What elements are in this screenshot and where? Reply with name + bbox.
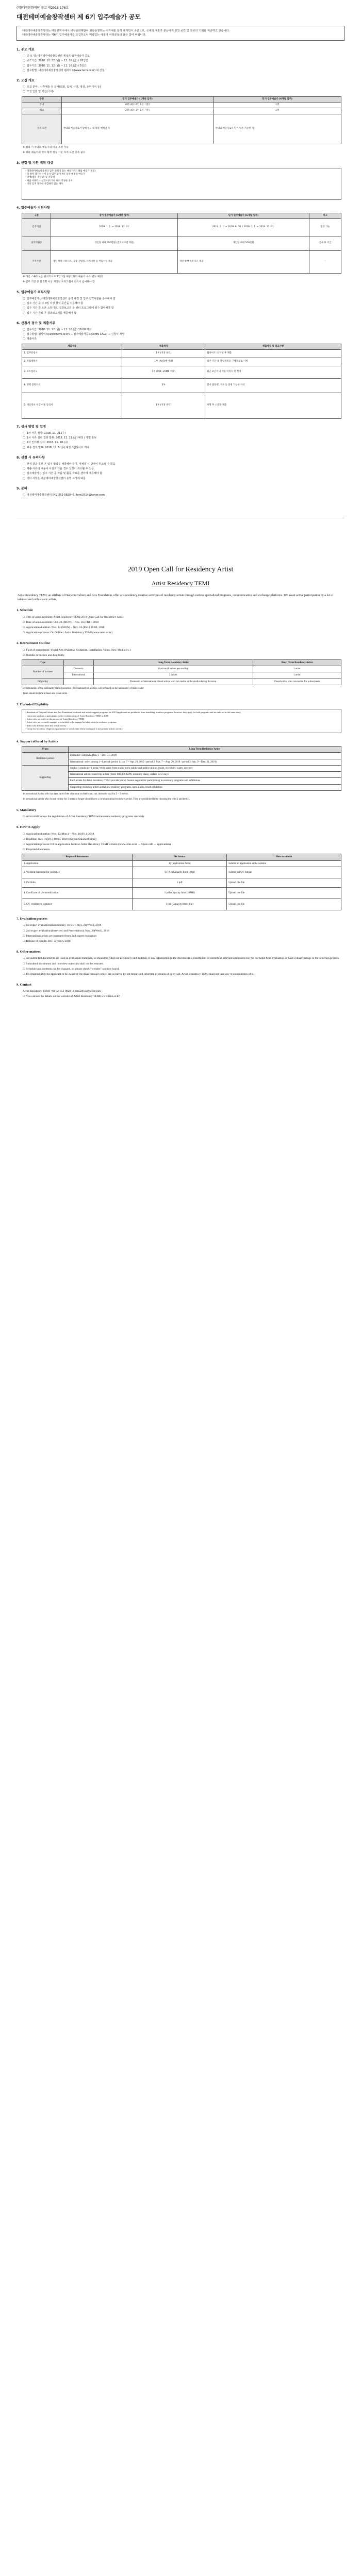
section-line: □ Application duration: Nov. 12(Mon.) ~ Nov. 16(Fri.), 2018 xyxy=(17,832,344,836)
intro-paragraph: 대전테미예술창작센터는 제6기 입주예술가를 모집하오니 역량있는 예술가 여러분들의 많은 참여 바랍니다. xyxy=(22,33,146,37)
list-item: - Artists who are not fit to the purpose of Artist Residency TEMI xyxy=(25,718,338,721)
table-header: Short Term Residency Artist xyxy=(253,659,341,666)
intro-paragraph: 대전테미예술창작센터는 대전광역시에서 대전문화재단이 위탁운영하는 시각예술 창작 레지던시 공간으로, 국내외 예술가 분들에게 창작 공간 및 교류의 기회를 제공하고 있습니다. xyxy=(22,29,230,33)
table-row xyxy=(22,759,341,765)
note: ※ 해외 예술가의 경우 왕복 항공 기준 자격 요건 충족 필수 xyxy=(23,151,86,154)
table-cell: Upload one file xyxy=(227,878,341,887)
table-cell: Residence period xyxy=(22,753,69,766)
note: ※ International Artists who can take care of the visa issue on their own, can choose to stay for 2 ~ 3 weeks. xyxy=(17,793,344,796)
section-heading: 4. Support offered by Artists xyxy=(17,739,58,743)
section-heading: 1. 공모 개요 xyxy=(17,48,35,52)
table-cell: 입주기간 xyxy=(22,218,51,236)
document xyxy=(17,0,344,1021)
table-cell: Supporting xyxy=(22,765,69,790)
table-header: Type xyxy=(22,659,64,666)
table-header: 구분 xyxy=(22,96,62,102)
table-cell: 해외 xyxy=(22,108,62,114)
table-header: file format xyxy=(133,854,227,860)
table-header xyxy=(64,659,94,666)
section-heading: 9. Contact xyxy=(17,982,31,987)
recruit-table-en xyxy=(22,659,341,685)
table-cell: 2 artists xyxy=(93,672,253,679)
table-cell: 1부 (지정 양식) xyxy=(122,393,205,418)
section-line: □ It's responsibility for applicant to be aware of the disadvantages which are occurred by not being well informed of details of open call. Artist Residency TEMI shall not take any responsibilities of it. xyxy=(17,972,344,976)
table-cell: 1p (A4 (Capacity limit: 10p)) xyxy=(133,867,227,878)
table-cell: Submit on application at the website xyxy=(227,860,341,867)
table-cell: International artists: round-trip airfare (limit: 800,000 KRW, economy class), airfare for 2 ways xyxy=(69,772,341,778)
table-row xyxy=(22,860,341,867)
section-heading: 6. 신청서 접수 및 제출서류 xyxy=(17,321,56,325)
table-row xyxy=(22,672,341,679)
section-line: □ 공 모 명: 대전테미예술창작센터 제 6기 입주예술가 공모 xyxy=(17,55,344,58)
table-header: Long Term Residency Artist xyxy=(93,659,253,666)
table-cell: 3. Portfolio xyxy=(22,878,133,887)
table-row xyxy=(22,666,341,672)
table-cell: 최근 3년 이내 작품 이미지 및 설명 xyxy=(205,366,341,378)
table-cell: 5. CV, residency's signature xyxy=(22,899,133,910)
section-line: □ 1차 서류 심사 결과 발표: 2018. 11. 23.(금) 예정 / 개별 통보 xyxy=(17,436,344,440)
table-cell: 1부 (PDF, 20MB 이내) xyxy=(122,366,205,378)
note: ※ 입주 기간 중 월 1회 이상 지정된 프로그램에 반드시 참여해야 함 xyxy=(23,280,95,283)
table-header: Long Term Residency Artist xyxy=(69,747,341,753)
section-heading: 8. Other matters xyxy=(17,950,41,954)
section-line: □ 선정 결과 통보 후 입주 협약을 체결해야 하며, 미체결 시 선정이 취소될 수 있음 xyxy=(17,463,344,466)
section-line: □ 1차 서류 심사: 2018. 11. 21.(수) xyxy=(17,432,344,435)
table-cell: 전시 팜플렛, 기사 등 증빙 가능한 자료 xyxy=(205,378,341,393)
table-cell: Visual artists who can reside for a short term xyxy=(253,679,341,685)
table-row xyxy=(22,102,341,108)
documents-table-en xyxy=(22,854,341,910)
table-header: Required documents xyxy=(22,854,133,860)
section-line: □ Number of invitee and Eligibility xyxy=(17,653,344,657)
list-item: - 기타 입주 목적에 부합하지 않는 경우 xyxy=(25,183,338,186)
table-cell: 2. 작업계획서 xyxy=(22,358,122,366)
section-line: □ 기타 사항은 대전테미예술창작센터 운영 규정에 따름 xyxy=(17,477,344,481)
english-subtitle: Artist Residency TEMI xyxy=(151,580,210,587)
table-cell: Supporting residency artist's activities, residency programs, open studio, result exhibition xyxy=(69,784,341,790)
table-header: Types xyxy=(22,747,69,753)
notice-number: (재)대전문화재단 공고 제2018-176호 xyxy=(17,6,69,10)
table-row xyxy=(22,250,341,273)
table-row xyxy=(22,899,341,910)
note: ※ 협의 시 국내외 예술가의 비율 조정 가능 xyxy=(23,146,69,149)
section-line: □ 모집 분야 : 시각예술 전 분야(회화, 입체, 사진, 영상, 뉴미디어 등) xyxy=(17,86,344,89)
table-cell: 개인 창작 스튜디오 제공 xyxy=(177,250,309,273)
table-cell: 협의 가능 xyxy=(309,218,341,236)
section-line: □ Date of announcement: Oct. 22.(MON) ~ Nov. 16.(FRI.), 2018 xyxy=(17,620,344,624)
table-cell: 3. 포트폴리오 xyxy=(22,366,122,378)
section-line: □ 공모기간: 2018. 10. 22.(월) ~ 11. 16.(금) / 26일간 xyxy=(17,59,344,63)
section-line: □ Artist shall follow the regulations of Artist Residency TEMI and execute residency programs sincerely xyxy=(17,815,344,819)
section-heading: 5. Mandatory xyxy=(17,808,37,812)
table-cell: 국내 xyxy=(22,102,62,108)
section-line: □ Application duration: Nov. 12.(MON) ~ Nov. 16.(FRI.) 18:00, 2018 xyxy=(17,625,344,630)
table-cell: International: select among 1~4 period (period 1: Jan. 7 ~ Apr. 29, 2019 / period 2: Mar. 7 ~ Aug. 29, 2019 / period 3: Sep. 9 ~ Dec. 31, 2019) xyxy=(69,759,341,765)
table-cell: 자격 요건 xyxy=(22,114,62,144)
table-cell: 1부 (지정 양식) xyxy=(122,349,205,358)
list-item: - Artist who does not have any actual activity xyxy=(25,724,338,727)
section-heading: 7. 심사 방법 및 일정 xyxy=(17,425,46,429)
list-item: - University students, a participants in the resident artists of Artist Residency TEMI in 2018 xyxy=(25,715,338,718)
table-cell: 2019. 1. 1. ~ 2019. 6. 30. / 2019. 7. 1. ~ 2019. 12. 31. xyxy=(177,218,309,236)
table-cell: 1부 (A4 5매 이내) xyxy=(122,358,205,366)
section-line: □ International artists are exempted from 2nd expert evaluation xyxy=(17,934,344,938)
table-row xyxy=(22,887,341,899)
contact-line: Artist Residency TEMI +82-42-252-0820~3, temi2014@naver.com xyxy=(23,990,101,993)
exclusion-box xyxy=(22,168,341,200)
table-header: 제출서류 xyxy=(22,344,122,349)
table-cell: 1 pdf (Capacity limit: 10p) xyxy=(133,899,227,910)
list-item: - Residents of Daejeon Culture and Arts Foundation's cultural and artistic support programs for 2019 (applicants are prohibited from benefiting from two programs; however, they apply for both programs and are selected at the same time) xyxy=(25,711,338,714)
table-cell: Domestic: 12months (Jan. 1 ~ Dec. 31, 2019) xyxy=(69,753,341,759)
section-heading: 5. 입주예술가 의무사항 xyxy=(17,290,50,294)
table-header: 장기 입주예술가 (1개년 입주) xyxy=(51,213,177,218)
table-cell: 개인 창작 스튜디오, 공용 작업실, 세미나실 등 편의시설 제공 xyxy=(51,250,177,273)
bottom-space xyxy=(17,1000,344,1021)
table-cell: - xyxy=(309,250,341,273)
table-row xyxy=(22,878,341,887)
section-line: □ Required documents xyxy=(17,848,344,852)
table-header: 제출형식 xyxy=(122,344,205,349)
english-title: 2019 Open Call for Residency Artist xyxy=(127,566,234,574)
table-cell: Each artists for Artist Residency TEMI provide partial finance support for participating in residency programs and exhibitions xyxy=(69,778,341,784)
table-row xyxy=(22,114,341,144)
table-cell: 1 artist xyxy=(253,672,341,679)
section-heading: 1. Schedule xyxy=(17,608,33,613)
table-cell: Domestic xyxy=(64,666,94,672)
table-row xyxy=(22,393,341,418)
list-item: - 타 창작 레지던시에 동시 입주 중이거나 입주 예정인 예술가 xyxy=(25,173,338,176)
section-heading: 4. 입주예술가 지원사항 xyxy=(17,206,50,210)
list-item: - Artists who are currently engaged or scheduled to be engaged in other artists in residence programs xyxy=(25,721,338,724)
documents-table xyxy=(22,344,341,419)
section-heading: 3. Excluded Eligibility xyxy=(17,702,49,706)
section-line: □ Application process: fill in application form on Artist Residency TEMI website (www.temi.or.kr → Open call → application) xyxy=(17,842,344,846)
table-row xyxy=(22,765,341,771)
section-line: □ 입주예술가는 대전테미예술창작센터 운영 규정 및 입주 협약사항을 준수해야 함 xyxy=(17,297,344,301)
section-line: □ 2차 인터뷰 심사: 2018. 11. 28.(수) xyxy=(17,441,344,445)
table-header: 장기 입주예술가 (1개년 입주) xyxy=(61,96,214,102)
section-line: □ Submitted documents and interview materials shall not be returned. xyxy=(17,962,344,966)
english-intro: Artist Residency TEMI, an affiliate of Daejeon Culture and Arts Foundation, offer arts residency creative activities of residency artists through various specialized programs, communication and exchange platforms. We await active participation by a lot of talented and enthusiastic artists. xyxy=(18,594,334,601)
table-cell: 1. 입주신청서 xyxy=(22,349,122,358)
table-row xyxy=(22,679,341,685)
section-line: □ Schedule and contents can be changed, so please check "website" a notice board. xyxy=(17,967,344,971)
section-heading: 7. Evaluation process xyxy=(17,917,47,921)
table-cell: 창작지원금 xyxy=(22,236,51,250)
recruit-table xyxy=(22,96,341,144)
table-row xyxy=(22,778,341,784)
table-cell: Upload one file xyxy=(227,899,341,910)
table-cell: 2. Working statement for residency xyxy=(22,867,133,878)
table-cell: 심사 후 지급 xyxy=(309,236,341,250)
section-line: □ 접수방법: 웹사이트(www.temi.or.kr) → 입주예술가공모(OPEN CALL) → 신청서 작성 xyxy=(17,333,344,336)
table-header: 단기 입주예술가 (6개월 입주) xyxy=(177,213,309,218)
section-line: □ 입주 기간 중 오픈 스튜디오, 결과보고전 등 센터 프로그램에 필수 참여해야 함 xyxy=(17,307,344,310)
table-cell: 국내외 예술가로서 단기 입주 가능한 자 xyxy=(214,114,341,144)
table-cell: Submit in PDF format xyxy=(227,867,341,878)
table-row xyxy=(22,772,341,778)
table-header: 비고 xyxy=(309,213,341,218)
table-header: 단기 입주예술가 (6개월 입주) xyxy=(214,96,341,102)
table-row xyxy=(22,349,341,358)
table-cell: 2명 (최소 3인 1실 기준) xyxy=(61,108,214,114)
table-header: 제출방식 및 참고사항 xyxy=(205,344,341,349)
section-line: □ 2nd expert evaluation(interview and Presentation): Nov. 28(Wed.), 2018 xyxy=(17,929,344,933)
table-row xyxy=(22,108,341,114)
note: Determination of the nationality status (domestic / international) of invitees will be based on the nationality of team leader xyxy=(23,687,144,690)
section-line: □ 입주 기간 중 주 4일 이상 창작 공간을 이용해야 함 xyxy=(17,302,344,306)
table-cell: 1p (application form) xyxy=(133,860,227,867)
korean-section xyxy=(17,0,344,497)
table-row xyxy=(22,753,341,759)
table-row xyxy=(22,358,341,366)
table-row xyxy=(22,366,341,378)
section-line: □ Release of results: Dec. 5(Wed.), 2018 xyxy=(17,939,344,943)
note: ※ International artists who choose to stay for 3 terms or longer should have a communication/residency period. They are prohibited from choosing the term 2 and term 3. xyxy=(17,798,344,802)
note: Team should include at least one visual artist. xyxy=(23,692,68,695)
table-cell: Domestic or international visual artists who can reside in the studio during the term xyxy=(93,679,253,685)
section-heading: 2. 모집 개요 xyxy=(17,79,35,83)
page-title: 대전테미예술창작센터 제 6기 입주예술가 공모 xyxy=(17,13,141,21)
section-heading: 6. How to Apply xyxy=(17,825,40,829)
table-cell: 8 artists (6 artists per studio) xyxy=(93,666,253,672)
table-header: How to submit xyxy=(227,854,341,860)
table-row xyxy=(22,236,341,250)
section-line: □ 제출 서류의 내용이 사실과 다를 경우 선정이 취소될 수 있음 xyxy=(17,467,344,471)
list-item: - 대전테미예술창작센터 입주 경력이 있는 예술가(단, 해외 예술가 제외) xyxy=(25,170,338,173)
section-line: □ 입주예술가는 입주 기간 중 작품 및 활동 자료를 센터에 제공해야 함 xyxy=(17,472,344,476)
table-header: 구분 xyxy=(22,213,51,218)
table-cell: 1 pdf xyxy=(133,878,227,887)
section-line: □ Title of announcement: Artist Residency TEMI 2019 Open Call for Residency Artist xyxy=(17,615,344,619)
section-line: □ Deadline: Nov. 16(Fri.) 18:00, 2018 (Korean Standard Time) xyxy=(17,837,344,841)
table-row xyxy=(22,867,341,878)
table-cell: 4. 경력 증빙자료 xyxy=(22,378,122,393)
table-cell: 입주 기간 중 작업계획을 구체적으로 기재 xyxy=(205,358,341,366)
table-cell: 개인당 최대 100만원 xyxy=(177,236,309,250)
note: ※ 개인 스튜디오는 원칙적으로 1인 1실 제공 (해외 예술가 숙소 별도 제공) xyxy=(23,275,103,278)
table-cell: 개인당 최대 200만원 (결과보고전 지원) xyxy=(51,236,177,250)
table-cell: 1명 xyxy=(214,108,341,114)
table-cell: 1 artist xyxy=(253,666,341,672)
table-cell: 지원사항 xyxy=(22,250,51,273)
table-cell: Studio: 1 studio per 1 artist, Work space from studio to the public and public utilities (toilet, electricity, water, internet) xyxy=(69,765,341,771)
list-item: - 학생(대학 재학생) 및 휴학생 xyxy=(25,176,338,179)
support-table xyxy=(22,213,341,274)
intro-box xyxy=(17,26,344,41)
table-cell: 8명 (최소 6인 1실 기준) xyxy=(61,102,214,108)
table-cell: 서명 후 스캔본 제출 xyxy=(205,393,341,418)
english-section xyxy=(17,560,344,1020)
table-cell: International xyxy=(64,672,94,679)
table-cell: 1부 xyxy=(122,378,205,393)
section-line: □ 접수방법: 대전테미예술창작센터 웹사이트(www.temi.or.kr) 내 신청 xyxy=(17,69,344,73)
table-cell: 1 pdf (Capacity limit: 20MB) xyxy=(133,887,227,899)
contact-line: □ You can see the details on the website of Artist Residency TEMI(www.temi.or.kr) xyxy=(17,994,344,998)
table-row xyxy=(22,784,341,790)
section-heading: 3. 선정 및 지원 제외 대상 xyxy=(17,161,54,165)
section-line: □ 1st expert evaluation(documentary review): Nov. 21(Wed.), 2018 xyxy=(17,923,344,927)
support-table-en xyxy=(22,746,341,791)
section-line: □ 제출서류 xyxy=(17,337,344,341)
section-line: □ Application process: On Online / Artist Residency TEMI (www.temi.or.kr) xyxy=(17,631,344,635)
section-line: □ All submitted documents are used in evaluation materials, so should be filled out accurately and in detail. If any information in the documents is insufficient or untruthful, relevant applicants may be excluded from evaluation or have a disadvantage in the selection process. xyxy=(17,956,344,960)
section-line: □ 접수기간: 2018. 11. 12.(월) ~ 11. 16.(금) / 5일간 xyxy=(17,64,344,68)
table-cell xyxy=(64,679,94,685)
exclusion-box-en xyxy=(22,709,341,733)
table-cell: 1. Application xyxy=(22,860,133,867)
contact-line: □ 대전테미예술창작센터 042)252-0820~3, temi2014@naver.com xyxy=(17,494,344,497)
table-cell: 1명 xyxy=(214,102,341,108)
section-heading: 2. Recruitment Outline xyxy=(17,641,51,646)
table-cell: 4. Certificate of Un-identification xyxy=(22,887,133,899)
section-line: □ 최종 결과 발표: 2018. 12. 5.(수) 예정 / 웹사이트 게시 xyxy=(17,446,344,450)
section-heading: 9. 문의 xyxy=(17,486,27,490)
table-row xyxy=(22,218,341,236)
table-cell: Upload one file xyxy=(227,887,341,899)
section-line: □ 접수기간: 2018. 11. 12.(월) ~ 11. 16.(금) 18:00 까지 xyxy=(17,328,344,332)
list-item: - 제출 서류가 사실과 다르거나 허위 작성한 경우 xyxy=(25,180,338,183)
table-cell: 2019. 1. 1. ~ 2019. 12. 31. xyxy=(51,218,177,236)
list-item: - Group run by artists, religious organization or social clubs whose main goal is not genuine artistic activity xyxy=(25,727,338,731)
table-cell: Number of invitees xyxy=(22,666,64,679)
section-heading: 8. 선정 시 유의사항 xyxy=(17,455,45,460)
table-cell: 5. 개인정보 수집·이용 동의서 xyxy=(22,393,122,418)
table-cell: 국내외 예술가로서 당해 연도 내 활동 예정인 자 xyxy=(61,114,214,144)
table-row xyxy=(22,378,341,393)
section-line: □ 입주 기간 종료 후 결과보고서를 제출해야 함 xyxy=(17,312,344,315)
section-line: □ Field of recruitment: Visual Arts (Painting, Sculpture, Installation, Video, New Media etc.) xyxy=(17,648,344,652)
table-cell: 웹사이트 내 작성 후 제출 xyxy=(205,349,341,358)
table-cell: Eligibility xyxy=(22,679,64,685)
section-line: □ 모집 인원 및 기간(국내) xyxy=(17,90,344,94)
